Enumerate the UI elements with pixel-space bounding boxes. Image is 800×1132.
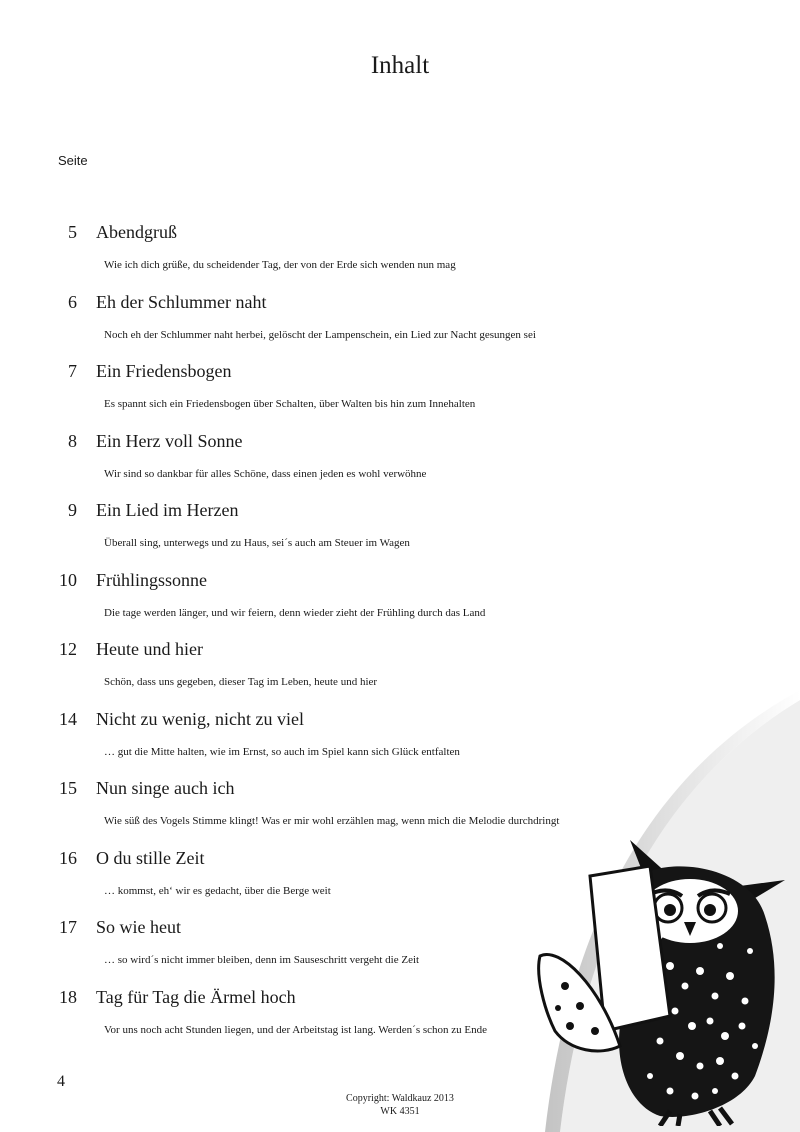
- toc-first-line: … gut die Mitte halten, wie im Ernst, so auch im Spiel kann sich Glück entfalten: [104, 745, 460, 758]
- column-label-seite: Seite: [58, 153, 88, 168]
- toc-title: Abendgruß: [96, 222, 177, 242]
- toc-page-number: 7: [68, 361, 77, 381]
- copyright-notice: [0, 1092, 800, 1118]
- toc-page-number: 15: [59, 778, 77, 798]
- toc-first-line: Noch eh der Schlummer naht herbei, gelöscht der Lampenschein, ein Lied zur Nacht gesungen sei: [104, 328, 536, 341]
- toc-entry: [0, 637, 800, 707]
- page-number: 4: [57, 1073, 65, 1090]
- toc-first-line: Überall sing, unterwegs und zu Haus, sei´s auch am Steuer im Wagen: [104, 537, 410, 549]
- catalog-number: WK 4351: [380, 1106, 420, 1117]
- toc-title: Ein Lied im Herzen: [96, 500, 239, 520]
- toc-title: Eh der Schlummer naht: [96, 291, 267, 312]
- toc-title: So wie heut: [96, 917, 181, 937]
- toc-page-number: 8: [68, 430, 77, 451]
- toc-first-line: Wir sind so dankbar für alles Schöne, dass einen jeden es wohl verwöhne: [104, 467, 427, 480]
- toc-first-line: … kommst, eh‘ wir es gedacht, über die Berge weit: [104, 884, 331, 897]
- toc-page-number: 17: [59, 917, 77, 937]
- toc-title: Nicht zu wenig, nicht zu viel: [96, 708, 304, 729]
- toc-page-number: 12: [59, 639, 77, 659]
- toc-first-line: … so wird´s nicht immer bleiben, denn im Sauseschritt vergeht die Zeit: [104, 954, 420, 966]
- toc-title: Nun singe auch ich: [96, 778, 235, 798]
- copyright-text: Copyright: Waldkauz 2013: [346, 1093, 454, 1104]
- toc-title: Heute und hier: [96, 639, 203, 659]
- toc-first-line: Vor uns noch acht Stunden liegen, und der Arbeitstag ist lang. Werden´s schon zu Ende: [104, 1023, 488, 1036]
- toc-entry: [0, 220, 800, 290]
- toc-page-number: 9: [68, 500, 77, 520]
- toc-title: Frühlingssonne: [96, 569, 208, 590]
- toc-page-number: 6: [68, 291, 77, 312]
- toc-page-number: 18: [59, 986, 77, 1007]
- toc-first-line: Schön, dass uns gegeben, dieser Tag im Leben, heute und hier: [104, 676, 378, 688]
- toc-title: Ein Herz voll Sonne: [96, 430, 243, 451]
- toc-page-number: 5: [68, 222, 77, 242]
- toc-entry: [0, 290, 800, 360]
- page-title: Inhalt: [370, 52, 430, 79]
- toc-entry: [0, 707, 800, 777]
- toc-page-number: 10: [59, 569, 77, 590]
- toc-title: O du stille Zeit: [96, 847, 205, 868]
- toc-entry: [0, 568, 800, 638]
- toc-first-line: Die tage werden länger, und wir feiern, denn wieder zieht der Frühling durch das Land: [104, 606, 486, 619]
- toc-page-number: 16: [59, 847, 77, 868]
- toc-entry: [0, 429, 800, 499]
- toc-first-line: Es spannt sich ein Friedensbogen über Schalten, über Walten bis hin zum Innehalten: [104, 398, 476, 410]
- toc-entry: [0, 498, 800, 568]
- owl-holding-paper-icon: [520, 836, 795, 1126]
- toc-first-line: Wie ich dich grüße, du scheidender Tag, der von der Erde sich wenden nun mag: [104, 259, 456, 271]
- toc-title: Tag für Tag die Ärmel hoch: [96, 986, 296, 1007]
- toc-first-line: Wie süß des Vogels Stimme klingt! Was er mir wohl erzählen mag, wenn mich die Melodie durchdringt: [104, 815, 560, 827]
- toc-entry: [0, 359, 800, 429]
- toc-page-number: 14: [59, 708, 77, 729]
- toc-title: Ein Friedensbogen: [96, 361, 232, 381]
